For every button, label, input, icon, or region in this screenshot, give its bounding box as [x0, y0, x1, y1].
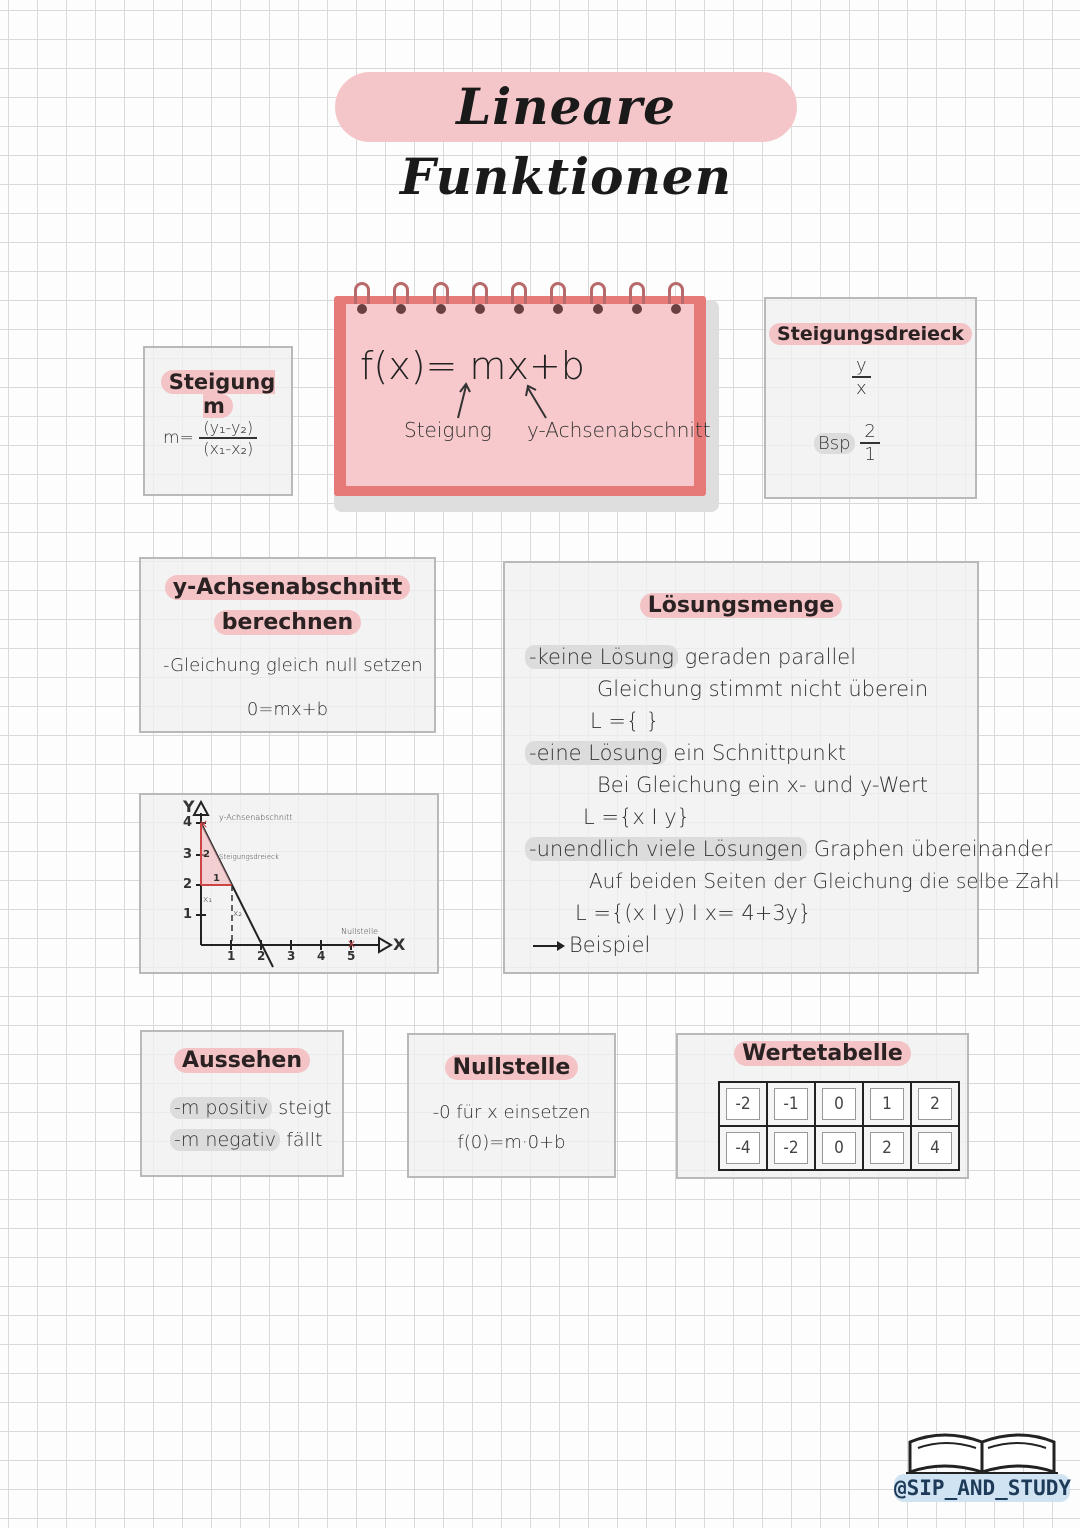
zero-marker-icon: × — [347, 937, 357, 951]
ring-icon — [354, 282, 370, 314]
aussehen-l1-text: steigt — [272, 1097, 332, 1119]
ya-equation: 0=mx+b — [246, 699, 329, 720]
sd-example-num: 2 — [860, 421, 879, 444]
graph-annotation-intercept: y-Achsenabschnitt — [219, 813, 293, 822]
card-steigungsdreieck — [764, 297, 977, 499]
ring-icon — [472, 282, 488, 314]
table-cell: -1 — [767, 1082, 815, 1126]
point-label-x1: x₁ — [203, 895, 212, 905]
table-cell: -2 — [767, 1126, 815, 1170]
card-wertetabelle — [676, 1033, 969, 1179]
formula-label-intercept: y-Achsenabschnitt — [527, 418, 711, 442]
ring-icon — [433, 282, 449, 314]
intercept-marker-icon: × — [199, 817, 209, 831]
loesung-l3: L ={ } — [590, 709, 660, 733]
table-cell: -2 — [719, 1082, 767, 1126]
aussehen-l2-label: -m negativ — [170, 1129, 280, 1151]
formula-expression: f(x)= mx+b — [360, 344, 585, 388]
ya-heading-line1: y-Achsenabschnitt — [165, 575, 411, 600]
sd-num: y — [852, 355, 871, 378]
loesung-l6: L ={x I y} — [583, 805, 691, 829]
loesung-l4-label: -eine Lösung — [525, 741, 667, 765]
x-tick-5: 5 — [347, 949, 356, 963]
loesung-l9: L ={(x I y) I x= 4+3y} — [575, 901, 812, 925]
steigung-heading: Steigung m — [161, 370, 276, 418]
sd-example-den: 1 — [864, 444, 876, 465]
graph-y-label: Y — [183, 797, 195, 816]
loesung-l5: Bei Gleichung ein x- und y-Wert — [597, 773, 928, 797]
x-tick-2: 2 — [257, 949, 266, 963]
wertetabelle-heading: Wertetabelle — [734, 1041, 911, 1066]
steigung-prefix: m= — [163, 428, 194, 448]
formula-arrows — [440, 380, 560, 420]
point-label-x2: x₂ — [233, 909, 242, 919]
nullstelle-heading: Nullstelle — [445, 1055, 579, 1080]
loesung-heading: Lösungsmenge — [640, 593, 843, 618]
loesung-l7-label: -unendlich viele Lösungen — [525, 837, 807, 861]
loesung-l1-label: -keine Lösung — [525, 645, 678, 669]
aussehen-l1-label: -m positiv — [170, 1097, 272, 1119]
ring-icon — [550, 282, 566, 314]
card-steigung — [143, 346, 293, 496]
table-cell: 0 — [815, 1126, 863, 1170]
loesung-l7-text: Graphen übereinander — [807, 837, 1052, 861]
x-tick-1: 1 — [227, 949, 236, 963]
arrow-right-icon — [533, 939, 567, 953]
y-tick-2: 2 — [183, 877, 193, 892]
value-table — [718, 1081, 960, 1171]
sd-den: x — [856, 378, 867, 399]
graph-annotation-triangle: Steigungsdreieck — [219, 853, 279, 861]
loesung-l8: Auf beiden Seiten der Gleichung die selbe Zahl — [589, 869, 1060, 893]
table-cell: -4 — [719, 1126, 767, 1170]
y-tick-3: 3 — [183, 847, 193, 862]
steigung-denominator: (x₁-x₂) — [203, 439, 254, 458]
ring-icon — [629, 282, 645, 314]
steigung-numerator: (y₁-y₂) — [199, 418, 257, 439]
graph-annotation-zero: Nullstelle — [341, 927, 379, 936]
aussehen-heading: Aussehen — [174, 1048, 310, 1073]
table-cell: 2 — [863, 1126, 911, 1170]
loesung-l4-text: ein Schnittpunkt — [666, 741, 847, 765]
card-loesungsmenge — [503, 561, 1060, 974]
x-tick-4: 4 — [317, 949, 326, 963]
footer-handle: @SIP_AND_STUDY — [894, 1476, 1072, 1500]
triangle-label-2: 2 — [203, 849, 210, 860]
card-graph — [139, 793, 439, 974]
table-cell: 1 — [863, 1082, 911, 1126]
aussehen-l2-text: fällt — [280, 1129, 323, 1151]
formula-label-slope: Steigung — [404, 418, 492, 442]
table-row — [719, 1082, 959, 1126]
table-row — [719, 1126, 959, 1170]
card-y-achsenabschnitt — [139, 557, 436, 733]
ring-icon — [590, 282, 606, 314]
ya-step: -Gleichung gleich null setzen — [163, 655, 423, 676]
table-cell: 2 — [911, 1082, 959, 1126]
x-axis-arrow-icon — [379, 938, 391, 952]
nullstelle-l1: -0 für x einsetzen — [432, 1102, 591, 1123]
open-book-icon — [904, 1428, 1060, 1478]
y-tick-1: 1 — [183, 907, 193, 922]
ring-icon — [668, 282, 684, 314]
card-nullstelle — [407, 1033, 616, 1178]
x-tick-3: 3 — [287, 949, 296, 963]
nullstelle-l2: f(0)=m·0+b — [457, 1132, 566, 1153]
page-title: Lineare Funktionen — [335, 72, 797, 142]
loesung-l1-text: geraden parallel — [678, 645, 857, 669]
ya-heading-line2: berechnen — [214, 610, 361, 635]
loesung-l10: Beispiel — [569, 933, 651, 957]
table-cell: 4 — [911, 1126, 959, 1170]
card-aussehen — [140, 1030, 344, 1177]
triangle-label-1: 1 — [213, 873, 220, 884]
y-tick-4: 4 — [183, 815, 193, 830]
notebook-rings — [354, 282, 684, 322]
table-cell: 0 — [815, 1082, 863, 1126]
sd-example-label: Bsp — [814, 433, 855, 454]
steigungsdreieck-heading: Steigungsdreieck — [769, 323, 972, 345]
graph-x-label: X — [393, 935, 406, 954]
loesung-l2: Gleichung stimmt nicht überein — [597, 677, 929, 701]
ring-icon — [393, 282, 409, 314]
ring-icon — [511, 282, 527, 314]
